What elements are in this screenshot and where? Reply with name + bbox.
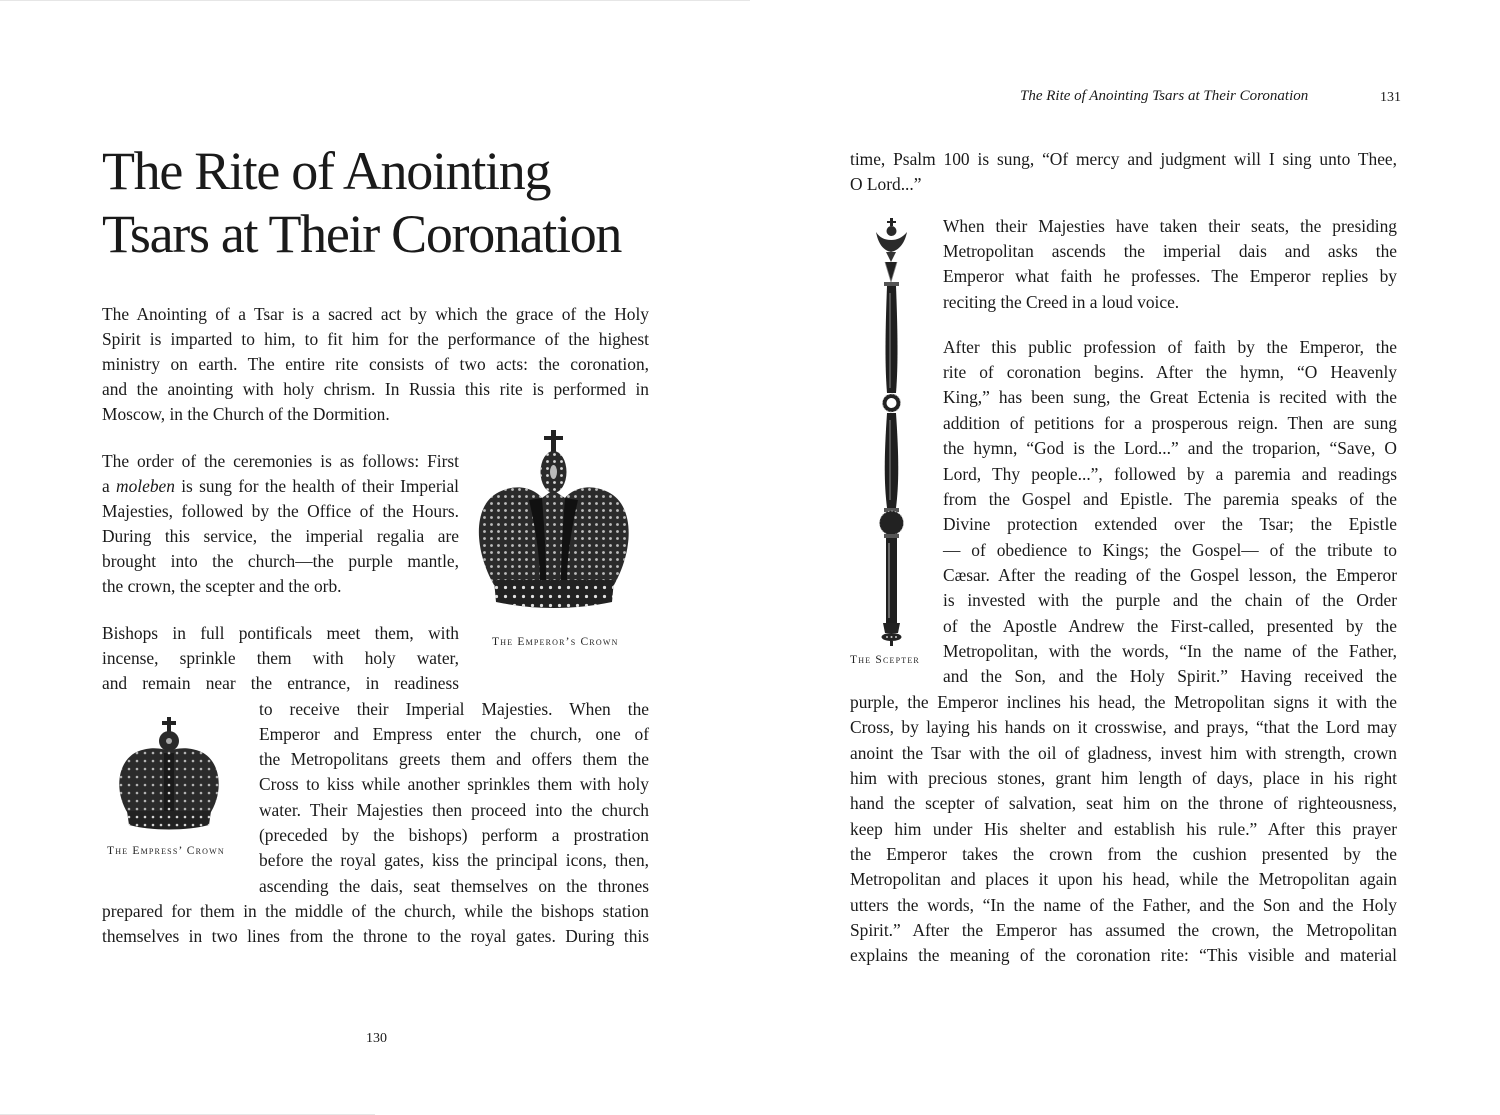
text-line: is invested with the purple and the chain of the Order <box>943 590 1397 610</box>
text-line: the Emperor takes the crown from the cushion presented by the <box>850 844 1397 864</box>
page-edge <box>0 0 785 1</box>
text-line: and the anointing with holy chrism. In Russia this rite is performed in <box>102 379 649 399</box>
text-line: After this public profession of faith by the Emperor, the <box>943 337 1397 357</box>
text-line: the hymn, “God is the Lord...” and the troparion, “Save, O <box>943 438 1397 458</box>
text-line: before the royal gates, kiss the principal icons, then, <box>259 850 649 870</box>
text-line: Moscow, in the Church of the Dormition. <box>102 404 390 424</box>
text-line: prepared for them in the middle of the church, while the bishops station <box>102 901 649 921</box>
text-line: from the Gospel and Epistle. The paremia speaks of the <box>943 489 1397 509</box>
text-line: the crown, the scepter and the orb. <box>102 576 342 596</box>
chapter-title <box>102 140 621 266</box>
text-line: brought into the church—the purple mantle, <box>102 551 459 571</box>
text-line: Lord, Thy people...”, followed by a paremia and readings <box>943 464 1397 484</box>
chapter-title-line: Tsars at Their Coronation <box>102 204 622 264</box>
page-number: 130 <box>366 1031 387 1046</box>
text-line: Cæsar. After the reading of the Gospel lesson, the Emperor <box>943 565 1397 585</box>
text-line <box>102 474 459 499</box>
text-line: When their Majesties have taken their seats, the presiding <box>943 216 1397 236</box>
text-line: anoint the Tsar with the oil of gladness, invest him with strength, crown <box>850 743 1397 763</box>
figure-caption-emperors-crown: The Emperor’s Crown <box>492 636 619 648</box>
text-line: Cross, by laying his hands on it crosswise, and prays, “that the Lord may <box>850 717 1397 737</box>
text-line: — of obedience to Kings; the Gospel— of the tribute to <box>943 540 1397 560</box>
text-line: water. Their Majesties then proceed into the church <box>259 800 649 820</box>
text-line: and the Son, and the Holy Spirit.” Having received the <box>943 666 1397 686</box>
text-line: keep him under His shelter and establish his rule.” After this prayer <box>850 819 1397 839</box>
text-line: rite of coronation begins. After the hymn, “O Heavenly <box>943 362 1397 382</box>
text-line: hand the scepter of salvation, seat him on the throne of righteousness, <box>850 793 1397 813</box>
chapter-title-line: The Rite of Anointing <box>102 141 551 201</box>
text-line: Metropolitan ascends the imperial dais and asks the <box>943 241 1397 261</box>
text-line: of the Apostle Andrew the First-called, presented by the <box>943 616 1397 636</box>
text-line: The order of the ceremonies is as follows: First <box>102 451 459 471</box>
figure-caption-scepter: The Scepter <box>850 654 920 666</box>
text-line: ministry on earth. The entire rite consists of two acts: the coronation, <box>102 354 649 374</box>
text-line: O Lord...” <box>850 174 922 194</box>
text-line: Spirit.” After the Emperor has assumed the crown, the Metropolitan <box>850 920 1397 940</box>
text-line: Bishops in full pontificals meet them, with <box>102 623 459 643</box>
text-line: Emperor what faith he professes. The Emperor replies by <box>943 266 1397 286</box>
text-line: During this service, the imperial regalia are <box>102 526 459 546</box>
text-line: Emperor and Empress enter the church, one of <box>259 724 649 744</box>
text-line: reciting the Creed in a loud voice. <box>943 292 1180 312</box>
text-run: a <box>102 476 117 496</box>
text-line: (preceded by the bishops) perform a prostration <box>259 825 649 845</box>
emperor-crown-illustration-icon <box>474 430 634 620</box>
text-line: purple, the Emperor inclines his head, the Metropolitan signs it with the <box>850 692 1397 712</box>
text-line: themselves in two lines from the throne to the royal gates. During this <box>102 926 649 946</box>
text-line: King,” has been sung, the Great Ectenia is recited with the <box>943 387 1397 407</box>
text-line: Metropolitan and places it upon his head, while the Metropolitan again <box>850 869 1397 889</box>
text-line: Divine protection extended over the Tsar; the Epistle <box>943 514 1397 534</box>
text-line: and remain near the entrance, in readiness <box>102 673 459 693</box>
page-number: 131 <box>1380 90 1401 105</box>
italic-term-moleben: moleben <box>116 476 175 496</box>
text-line: Metropolitan, with the words, “In the name of the Father, <box>943 641 1397 661</box>
figure-caption-empress-crown: The Empress’ Crown <box>107 845 225 857</box>
text-line: the Metropolitans greets them and offers them the <box>259 749 649 769</box>
text-line: addition of petitions for a prosperous reign. Then are sung <box>943 413 1397 433</box>
running-head: The Rite of Anointing Tsars at Their Coronation <box>1020 88 1309 104</box>
text-line: Majesties, followed by the Office of the Hours. <box>102 501 459 521</box>
text-line: to receive their Imperial Majesties. When the <box>259 699 649 719</box>
text-line: Spirit is imparted to him, to fit him for the performance of the highest <box>102 329 649 349</box>
text-line: explains the meaning of the coronation rite: “This visible and material <box>850 945 1397 965</box>
scepter-illustration-icon <box>872 218 912 648</box>
text-line: Cross to kiss while another sprinkles them with holy <box>259 774 649 794</box>
text-line: The Anointing of a Tsar is a sacred act by which the grace of the Holy <box>102 304 649 324</box>
text-line: him with precious stones, grant him length of days, place in his right <box>850 768 1397 788</box>
empress-crown-illustration-icon <box>117 717 221 835</box>
text-line: time, Psalm 100 is sung, “Of mercy and judgment will I sing unto Thee, <box>850 149 1397 169</box>
text-run: is sung for the health of their Imperial <box>174 476 459 496</box>
text-line: incense, sprinkle them with holy water, <box>102 648 459 668</box>
text-line: utters the words, “In the name of the Father, and the Son and the Holy <box>850 895 1397 915</box>
text-line: ascending the dais, seat themselves on the thrones <box>259 876 649 896</box>
